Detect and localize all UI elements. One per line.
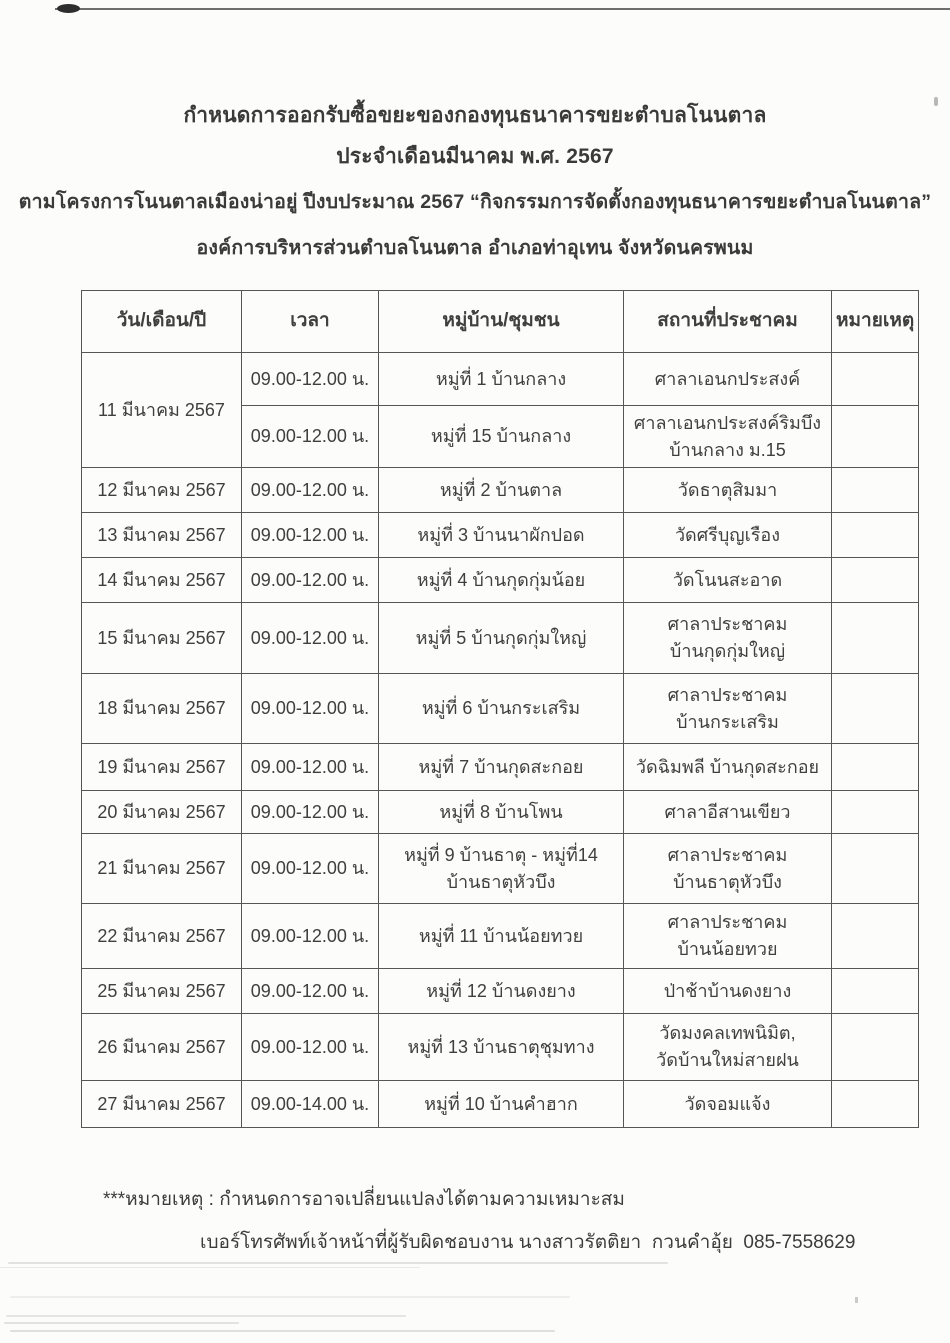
note-cell [832, 904, 919, 969]
note-cell [832, 1014, 919, 1081]
table-row [82, 674, 919, 744]
date-cell: 27 มีนาคม 2567 [82, 1081, 242, 1128]
column-header-time: เวลา [242, 291, 379, 353]
location-cell: วัดมงคลเทพนิมิต, วัดบ้านใหม่สายฝน [624, 1014, 832, 1081]
location-cell: ศาลาประชาคม บ้านธาตุหัวบึง [624, 834, 832, 904]
time-cell: 09.00-12.00 น. [242, 834, 379, 904]
village-cell: หมู่ที่ 11 บ้านน้อยทวย [379, 904, 624, 969]
scan-streak [0, 1267, 420, 1268]
village-cell: หมู่ที่ 1 บ้านกลาง [379, 353, 624, 406]
scan-streak [4, 1322, 239, 1324]
location-cell: ศาลาเอนกประสงค์ริมบึง บ้านกลาง ม.15 [624, 406, 832, 468]
schedule-table-body [82, 353, 919, 1128]
table-row [82, 969, 919, 1014]
time-cell: 09.00-12.00 น. [242, 674, 379, 744]
village-cell: หมู่ที่ 3 บ้านนาผักปอด [379, 513, 624, 558]
date-cell: 18 มีนาคม 2567 [82, 674, 242, 744]
note-cell [832, 558, 919, 603]
note-cell [832, 406, 919, 468]
time-cell: 09.00-12.00 น. [242, 406, 379, 468]
time-cell: 09.00-14.00 น. [242, 1081, 379, 1128]
location-cell: ศาลาเอนกประสงค์ [624, 353, 832, 406]
village-cell: หมู่ที่ 13 บ้านธาตุชุมทาง [379, 1014, 624, 1081]
scan-blob [57, 4, 80, 13]
table-row [82, 834, 919, 904]
organization-line: องค์การบริหารส่วนตำบลโนนตาล อำเภอท่าอุเทน จังหวัดนครพนม [196, 237, 754, 259]
schedule-table-header [82, 291, 919, 353]
note-cell [832, 1081, 919, 1128]
note-cell [832, 834, 919, 904]
location-cell: ป่าช้าบ้านดงยาง [624, 969, 832, 1014]
location-cell: วัดโนนสะอาด [624, 558, 832, 603]
time-cell: 09.00-12.00 น. [242, 791, 379, 834]
time-cell: 09.00-12.00 น. [242, 603, 379, 674]
location-cell: วัดจอมแจ้ง [624, 1081, 832, 1128]
time-cell: 09.00-12.00 น. [242, 969, 379, 1014]
time-cell: 09.00-12.00 น. [242, 353, 379, 406]
village-cell: หมู่ที่ 9 บ้านธาตุ - หมู่ที่14 บ้านธาตุหัวบึง [379, 834, 624, 904]
village-cell: หมู่ที่ 15 บ้านกลาง [379, 406, 624, 468]
header-row [82, 291, 919, 353]
table-row [82, 558, 919, 603]
time-cell: 09.00-12.00 น. [242, 513, 379, 558]
time-cell: 09.00-12.00 น. [242, 744, 379, 791]
table-row [82, 468, 919, 513]
time-cell: 09.00-12.00 น. [242, 1014, 379, 1081]
note-cell [832, 353, 919, 406]
note-cell [832, 468, 919, 513]
location-cell: ศาลาประชาคม บ้านกระเสริม [624, 674, 832, 744]
date-cell: 13 มีนาคม 2567 [82, 513, 242, 558]
document-title: กำหนดการออกรับซื้อขยะของกองทุนธนาคารขยะตำบลโนนตาล [183, 104, 767, 127]
village-cell: หมู่ที่ 10 บ้านคำฮาก [379, 1081, 624, 1128]
scan-edge-line [55, 8, 950, 10]
table-row [82, 791, 919, 834]
location-cell: วัดศรีบุญเรือง [624, 513, 832, 558]
table-row [82, 1081, 919, 1128]
date-cell: 19 มีนาคม 2567 [82, 744, 242, 791]
contact-line: เบอร์โทรศัพท์เจ้าหน้าที่ผู้รับผิดชอบงาน นางสาวรัตติยา กวนคำอุ้ย 085-7558629 [200, 1232, 856, 1253]
village-cell: หมู่ที่ 5 บ้านกุดกุ่มใหญ่ [379, 603, 624, 674]
scan-streak [6, 1315, 406, 1317]
table-row [82, 744, 919, 791]
document-subtitle-month: ประจำเดือนมีนาคม พ.ศ. 2567 [336, 145, 614, 168]
date-cell: 21 มีนาคม 2567 [82, 834, 242, 904]
village-cell: หมู่ที่ 7 บ้านกุดสะกอย [379, 744, 624, 791]
table-row [82, 904, 919, 969]
table-row [82, 353, 919, 406]
scan-streak [8, 1262, 668, 1264]
table-row [82, 1014, 919, 1081]
date-cell: 14 มีนาคม 2567 [82, 558, 242, 603]
village-cell: หมู่ที่ 4 บ้านกุดกุ่มน้อย [379, 558, 624, 603]
time-cell: 09.00-12.00 น. [242, 468, 379, 513]
scan-speck [855, 1297, 858, 1303]
location-cell: ศาลาประชาคม บ้านกุดกุ่มใหญ่ [624, 603, 832, 674]
column-header-date: วัน/เดือน/ปี [82, 291, 242, 353]
scan-streak [10, 1296, 570, 1298]
note-cell [832, 603, 919, 674]
note-cell [832, 969, 919, 1014]
column-header-location: สถานที่ประชาคม [624, 291, 832, 353]
location-cell: ศาลาอีสานเขียว [624, 791, 832, 834]
village-cell: หมู่ที่ 2 บ้านตาล [379, 468, 624, 513]
date-cell: 15 มีนาคม 2567 [82, 603, 242, 674]
date-cell: 22 มีนาคม 2567 [82, 904, 242, 969]
remark-note: ***หมายเหตุ : กำหนดการอาจเปลี่ยนแปลงได้ตามความเหมาะสม [103, 1189, 625, 1210]
time-cell: 09.00-12.00 น. [242, 904, 379, 969]
date-cell: 25 มีนาคม 2567 [82, 969, 242, 1014]
scan-streak [10, 1330, 555, 1332]
date-cell: 20 มีนาคม 2567 [82, 791, 242, 834]
village-cell: หมู่ที่ 8 บ้านโพน [379, 791, 624, 834]
location-cell: วัดธาตุสิมมา [624, 468, 832, 513]
note-cell [832, 744, 919, 791]
note-cell [832, 674, 919, 744]
village-cell: หมู่ที่ 6 บ้านกระเสริม [379, 674, 624, 744]
date-cell: 11 มีนาคม 2567 [82, 353, 242, 468]
schedule-table [81, 290, 919, 1128]
note-cell [832, 791, 919, 834]
table-row [82, 513, 919, 558]
date-cell: 26 มีนาคม 2567 [82, 1014, 242, 1081]
time-cell: 09.00-12.00 น. [242, 558, 379, 603]
location-cell: วัดฉิมพลี บ้านกุดสะกอย [624, 744, 832, 791]
column-header-note: หมายเหตุ [832, 291, 919, 353]
project-line: ตามโครงการโนนตาลเมืองน่าอยู่ ปีงบประมาณ 2567 “กิจกรรมการจัดตั้งกองทุนธนาคารขยะตำบลโนนตาล” [18, 191, 932, 213]
date-cell: 12 มีนาคม 2567 [82, 468, 242, 513]
note-cell [832, 513, 919, 558]
column-header-village: หมู่บ้าน/ชุมชน [379, 291, 624, 353]
village-cell: หมู่ที่ 12 บ้านดงยาง [379, 969, 624, 1014]
location-cell: ศาลาประชาคม บ้านน้อยทวย [624, 904, 832, 969]
table-row [82, 603, 919, 674]
